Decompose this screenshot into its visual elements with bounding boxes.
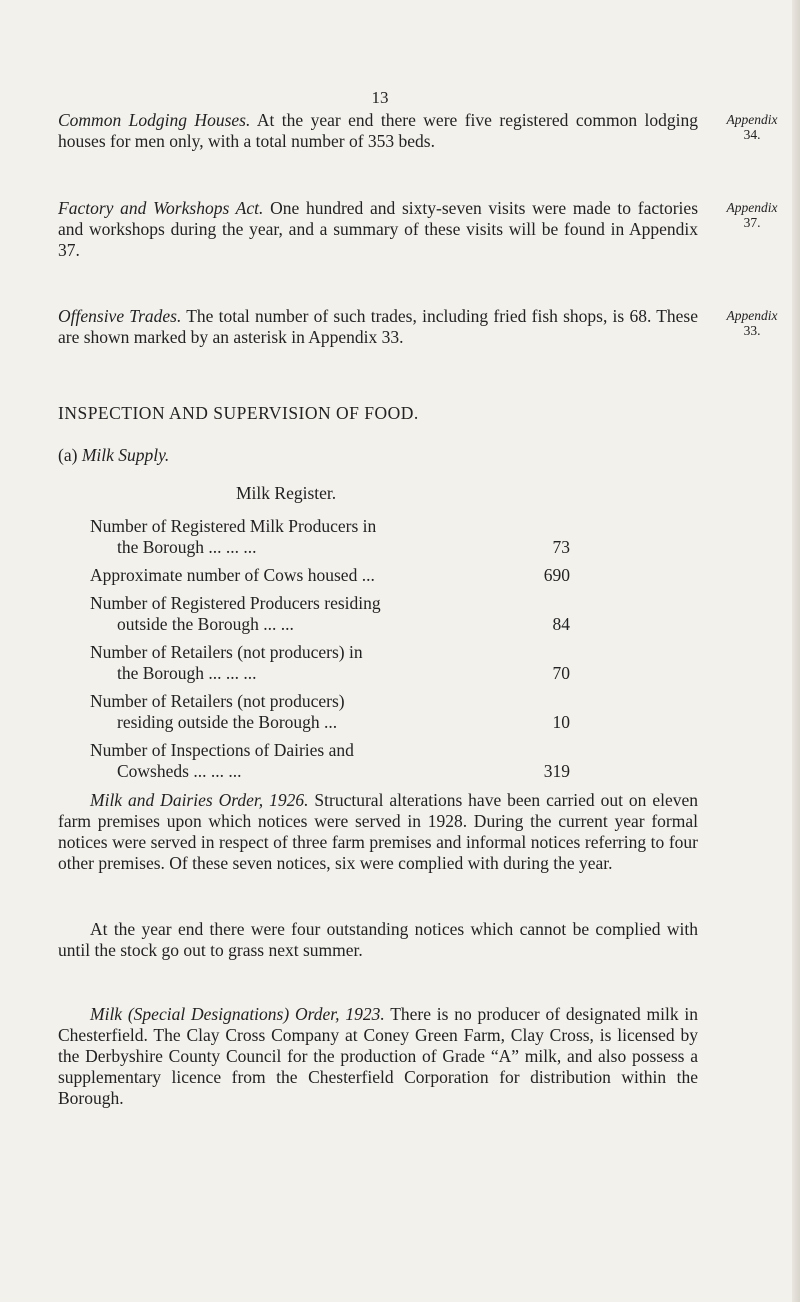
table-row: Number of Registered Milk Producers in the Borough ... ... ... 73 bbox=[90, 516, 570, 557]
table-row: Number of Retailers (not producers) residing outside the Borough ... 10 bbox=[90, 691, 570, 732]
appendix-note-34: Appendix 34. bbox=[726, 112, 778, 142]
appendix-note-33: Appendix 33. bbox=[726, 308, 778, 338]
offensive-title: Offensive Trades. bbox=[58, 306, 182, 326]
milk-supply-label: (a) bbox=[58, 445, 78, 465]
milk-supply-title: Milk Supply. bbox=[81, 445, 170, 465]
lodging-paragraph bbox=[58, 110, 698, 152]
table-row: Number of Inspections of Dairies and Cowsheds ... ... ... 319 bbox=[90, 740, 570, 781]
milk-register-title: Milk Register. bbox=[236, 483, 337, 503]
appendix-note-37: Appendix 37. bbox=[726, 200, 778, 230]
row-value: 690 bbox=[543, 565, 570, 585]
page-number: 13 bbox=[371, 88, 389, 107]
milk-supply-heading bbox=[58, 445, 169, 466]
page-edge-shadow bbox=[792, 0, 800, 1302]
outstanding-paragraph: At the year end there were four outstanding notices which cannot be complied with until the stock go out to grass next summer. bbox=[58, 919, 698, 960]
table-row: Approximate number of Cows housed ... 690 bbox=[90, 565, 570, 585]
lodging-text: At the year end there were five registered common lodging houses for men only, with a total number of 353 beds. bbox=[58, 110, 698, 151]
lodging-title: Common Lodging Houses. bbox=[58, 110, 251, 130]
row-value: 10 bbox=[552, 712, 570, 732]
factory-title: Factory and Workshops Act. bbox=[58, 198, 264, 218]
table-row: Number of Retailers (not producers) in the Borough ... ... ... 70 bbox=[90, 642, 570, 683]
dairies-order-title: Milk and Dairies Order, 1926. bbox=[90, 790, 309, 810]
section-heading: INSPECTION AND SUPERVISION OF FOOD. bbox=[58, 403, 419, 423]
row-value: 70 bbox=[552, 663, 570, 683]
special-designations-title: Milk (Special Designations) Order, 1923. bbox=[90, 1004, 385, 1024]
offensive-paragraph bbox=[58, 306, 698, 348]
offensive-text: The total number of such trades, including fried fish shops, is 68. These are shown marked by an asterisk in Appendix 33. bbox=[58, 306, 698, 347]
factory-text: One hundred and sixty-seven visits were made to factories and workshops during the year, and a summary of these visits will be found in Appendix 37. bbox=[58, 198, 698, 260]
dairies-order-paragraph bbox=[58, 790, 698, 874]
row-value: 84 bbox=[552, 614, 570, 634]
row-value: 73 bbox=[552, 537, 570, 557]
special-designations-paragraph bbox=[58, 1004, 698, 1109]
factory-paragraph bbox=[58, 198, 698, 261]
row-value: 319 bbox=[543, 761, 570, 781]
dairies-order-text: Structural alterations have been carried out on eleven farm premises upon which notices were served in 1928. During the current year formal notices were served in respect of three farm premises and informal notices referring to four other premises. Of these seven notices, six were complied with during the year. bbox=[58, 790, 699, 873]
table-row: Number of Registered Producers residing outside the Borough ... ... 84 bbox=[90, 593, 570, 634]
special-designations-text: There is no producer of designated milk in Chesterfield. The Clay Cross Company at Coney Green Farm, Clay Cross, is licensed by the Derbyshire County Council for the production of Grade “A” milk, and also possess a supplementary licence from the Chesterfield Corporation for distribution within the Borough. bbox=[58, 1004, 698, 1108]
milk-register-table bbox=[90, 516, 570, 789]
